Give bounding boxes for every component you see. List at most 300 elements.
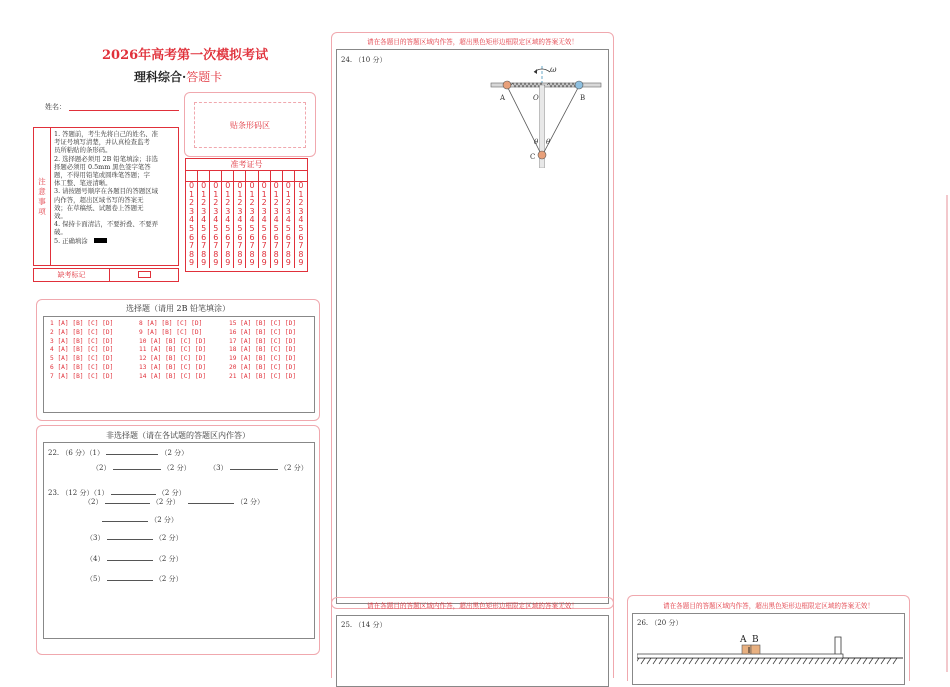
name-field[interactable] [69, 110, 179, 111]
label-block-a: A [740, 635, 747, 645]
exam-id-digit-grid [186, 182, 307, 268]
exam-id-digit-bubble[interactable]: 4 [237, 215, 243, 225]
exam-id-digit-bubble[interactable]: 1 [285, 189, 291, 199]
exam-id-digit-column [198, 182, 210, 268]
note-line: 员所粘贴的条形码。 [54, 146, 112, 155]
exam-id-digit-bubble[interactable]: 0 [249, 181, 255, 190]
q25-answer-frame[interactable] [336, 615, 609, 687]
exam-id-digit-bubble[interactable]: 1 [261, 189, 267, 199]
note-line: 3. 请按题号顺序在各题目的答题区域 [54, 187, 158, 196]
q23-5-label: （5） [86, 575, 105, 583]
q22-line-2 [92, 463, 308, 473]
name-label: 姓名： [45, 103, 66, 111]
mc-item[interactable]: 18 [A] [B] [C] [D] [229, 346, 297, 354]
exam-id-digit-bubble[interactable]: 8 [298, 249, 304, 259]
exam-id-digit-bubble[interactable]: 5 [298, 223, 304, 233]
exam-id-digit-column [295, 182, 307, 268]
mc-item[interactable]: 13 [A] [B] [C] [D] [139, 363, 207, 371]
hatch-mark [743, 658, 747, 664]
exam-id-digit-bubble[interactable]: 2 [189, 198, 195, 208]
subject-name: 理科综合· [134, 70, 187, 84]
exam-id-digit-bubble[interactable]: 2 [298, 198, 304, 208]
exam-id-digit-bubble[interactable]: 8 [189, 249, 195, 259]
exam-id-digit-bubble[interactable]: 0 [285, 181, 291, 190]
exam-id-digit-bubble[interactable]: 4 [298, 215, 304, 225]
theta-left: θ [534, 138, 539, 146]
q23-3-label: （3） [86, 534, 105, 542]
exam-id-digit-bubble[interactable]: 8 [285, 249, 291, 259]
q22-label: 22. （6 分）（1） [48, 449, 104, 457]
exam-id-digit-bubble[interactable]: 5 [285, 223, 291, 233]
exam-id-digit-bubble[interactable]: 6 [213, 232, 219, 242]
exam-id-digit-bubble[interactable]: 9 [273, 258, 279, 268]
q22-3-answer[interactable] [230, 469, 278, 470]
q26-answer-frame[interactable] [632, 613, 905, 685]
exam-id-digit-bubble[interactable]: 3 [225, 206, 231, 216]
exam-id-digit-bubble[interactable]: 5 [213, 223, 219, 233]
hatch-mark [749, 658, 753, 664]
page-edge-marker [946, 195, 948, 672]
mc-item[interactable]: 8 [A] [B] [C] [D] [139, 320, 203, 327]
exam-id-digit-bubble[interactable]: 5 [189, 223, 195, 233]
exam-id-digit-bubble[interactable]: 0 [201, 181, 207, 190]
exam-id-digit-bubble[interactable]: 9 [201, 258, 207, 268]
exam-title: 2026年高考第一次模拟考试 [102, 48, 269, 63]
q23-3-score: （2 分） [154, 534, 183, 542]
note-line-fill-example [54, 237, 178, 245]
mc-item[interactable]: 7 [A] [B] [C] [D] [50, 372, 114, 380]
hatch-mark [887, 658, 891, 664]
hatch-mark [881, 658, 885, 664]
note-line: 效；在草稿纸、试题卷上答题无 [54, 203, 144, 212]
exam-id-digit-bubble[interactable]: 0 [189, 181, 195, 190]
exam-id-digit-bubble[interactable]: 7 [249, 241, 255, 251]
notes-heading-char: 意 [38, 186, 46, 196]
mc-column-2 [139, 320, 206, 382]
right-stop [835, 637, 841, 654]
subject-title [134, 68, 222, 85]
hatch-mark [647, 658, 651, 664]
exam-id-digit-bubble[interactable]: 8 [273, 249, 279, 259]
exam-id-digit-bubble[interactable]: 6 [285, 232, 291, 242]
note-line: 2. 选择题必须用 2B 铅笔填涂；非选 [54, 154, 159, 163]
exam-id-digit-bubble[interactable]: 5 [249, 223, 255, 233]
mc-item[interactable]: 21 [A] [B] [C] [D] [229, 372, 297, 380]
exam-id-digit-bubble[interactable]: 7 [237, 241, 243, 251]
hatch-mark [815, 658, 819, 664]
exam-id-digit-bubble[interactable]: 3 [201, 206, 207, 216]
hatch-mark [875, 658, 879, 664]
notes-heading-char: 事 [38, 196, 46, 206]
q23-4-score: （2 分） [154, 555, 183, 563]
exam-id-digit-column [246, 182, 258, 268]
hatch-mark [803, 658, 807, 664]
absent-label: 缺考标记 [34, 269, 110, 281]
q22-2-answer[interactable] [113, 469, 161, 470]
exam-id-digit-bubble[interactable]: 2 [261, 198, 267, 208]
hatch-mark [773, 658, 777, 664]
q24-label: 24. （10 分） [341, 56, 387, 64]
exam-id-digit-bubble[interactable]: 7 [298, 241, 304, 251]
mc-item[interactable]: 11 [A] [B] [C] [D] [139, 346, 207, 354]
exam-id-digit-bubble[interactable]: 5 [225, 223, 231, 233]
q26-section [627, 595, 910, 681]
mc-item[interactable]: 9 [A] [B] [C] [D] [139, 328, 203, 336]
exam-id-digit-bubble[interactable]: 4 [273, 215, 279, 225]
q23-line-5 [86, 554, 183, 564]
exam-id-digit-bubble[interactable]: 9 [189, 258, 195, 268]
exam-id-digit-bubble[interactable]: 0 [261, 181, 267, 190]
exam-id-digit-bubble[interactable]: 8 [261, 249, 267, 259]
hatch-mark [659, 658, 663, 664]
exam-id-digit-bubble[interactable]: 1 [225, 189, 231, 199]
q22-2-label: （2） [92, 464, 111, 472]
q23-3-answer[interactable] [107, 539, 153, 540]
exam-id-write-cell[interactable] [222, 171, 234, 181]
exam-id-write-cell[interactable] [259, 171, 271, 181]
hatch-mark [731, 658, 735, 664]
exam-id-digit-bubble[interactable]: 6 [298, 232, 304, 242]
exam-id-digit-bubble[interactable]: 1 [201, 189, 207, 199]
exam-id-digit-bubble[interactable]: 2 [201, 198, 207, 208]
q25-section [331, 597, 614, 678]
exam-id-write-cell[interactable] [246, 171, 258, 181]
mc-item[interactable]: 2 [A] [B] [C] [D] [50, 328, 114, 336]
mc-item[interactable]: 14 [A] [B] [C] [D] [139, 372, 207, 380]
exam-id-digit-column [271, 182, 283, 268]
hatch-mark [857, 658, 861, 664]
exam-id-digit-bubble[interactable]: 7 [261, 241, 267, 251]
ground-hatching [637, 658, 897, 664]
q24-diagram [487, 58, 602, 168]
exam-id-digit-bubble[interactable]: 0 [298, 181, 304, 190]
mc-section [36, 299, 320, 421]
hatch-mark [797, 658, 801, 664]
hatch-mark [641, 658, 645, 664]
ball-a [503, 81, 511, 89]
barcode-label: 贴条形码区 [230, 120, 270, 130]
q22-3-score: （2 分） [280, 464, 308, 472]
exam-id-digit-bubble[interactable]: 2 [237, 198, 243, 208]
theta-right: θ [546, 138, 551, 146]
hatch-mark [845, 658, 849, 664]
note-line: 1. 答题前，考生先将自己的姓名、准 [54, 130, 158, 138]
exam-id-write-cell[interactable] [186, 171, 198, 181]
hatch-mark [707, 658, 711, 664]
hatch-mark [851, 658, 855, 664]
exam-id-digit-bubble[interactable]: 9 [285, 258, 291, 268]
mc-item[interactable]: 19 [A] [B] [C] [D] [229, 355, 297, 363]
notes-heading [34, 128, 51, 265]
exam-id-digit-bubble[interactable]: 7 [273, 241, 279, 251]
ball-c [538, 151, 546, 159]
exam-id-digit-bubble[interactable]: 5 [237, 223, 243, 233]
absent-box-cell [110, 269, 178, 281]
q23-4-answer[interactable] [107, 560, 153, 561]
notes-list [54, 130, 178, 245]
exam-id-write-cell[interactable] [210, 171, 222, 181]
exam-id-digit-bubble[interactable]: 3 [249, 206, 255, 216]
exam-id-digit-column [259, 182, 271, 268]
exam-id-digit-bubble[interactable]: 1 [273, 189, 279, 199]
hatch-mark [689, 658, 693, 664]
answer-area-notice-2: 请在各题目的答题区域内作答，超出黑色矩形边框限定区域的答案无效！ [367, 602, 578, 610]
mc-item[interactable]: 16 [A] [B] [C] [D] [229, 328, 297, 336]
mc-title: 选择题（请用 2B 铅笔填涂） [125, 304, 231, 313]
exam-id-digit-bubble[interactable]: 2 [249, 198, 255, 208]
mc-item[interactable]: 10 [A] [B] [C] [D] [139, 337, 207, 345]
exam-id-digit-bubble[interactable]: 9 [225, 258, 231, 268]
board [637, 654, 843, 658]
hatch-mark [725, 658, 729, 664]
exam-id-digit-bubble[interactable]: 5 [273, 223, 279, 233]
hatch-mark [761, 658, 765, 664]
q23-line-3 [102, 515, 178, 525]
exam-id-digit-bubble[interactable]: 1 [237, 189, 243, 199]
exam-id-digit-bubble[interactable]: 7 [225, 241, 231, 251]
hatch-mark [839, 658, 843, 664]
note-line: 4. 保持卡面清洁，不要折叠、不要弄 [54, 220, 158, 229]
q23-line-6 [86, 574, 183, 584]
hatch-mark [683, 658, 687, 664]
q26-label: 26. （20 分） [637, 619, 683, 627]
mc-column-1 [50, 320, 113, 382]
exam-id-digit-bubble[interactable]: 4 [285, 215, 291, 225]
exam-id-digit-bubble[interactable]: 1 [189, 189, 195, 199]
exam-id-write-cell[interactable] [198, 171, 210, 181]
q23-1-answer[interactable] [111, 494, 156, 495]
exam-id-write-cell[interactable] [295, 171, 307, 181]
hatch-mark [665, 658, 669, 664]
exam-id-digit-bubble[interactable]: 6 [189, 232, 195, 242]
note-line: 题，不得用铅笔或圆珠笔答题；字 [54, 171, 150, 180]
q25-label: 25. （14 分） [341, 621, 387, 629]
hatch-mark [695, 658, 699, 664]
mc-item[interactable]: 17 [A] [B] [C] [D] [229, 337, 297, 345]
hatch-mark [677, 658, 681, 664]
mc-item[interactable]: 3 [A] [B] [C] [D] [50, 337, 114, 345]
q22-2-score: （2 分） [162, 464, 191, 472]
barcode-frame [184, 92, 316, 157]
exam-id-digit-bubble[interactable]: 2 [285, 198, 291, 208]
exam-id-digit-bubble[interactable]: 4 [249, 215, 255, 225]
exam-id-digit-bubble[interactable]: 1 [213, 189, 219, 199]
exam-id-label: 准考证号 [186, 159, 307, 171]
q23-1-score: （2 分） [157, 489, 186, 497]
label-o: O [533, 94, 539, 102]
q26-diagram [637, 628, 903, 668]
absent-checkbox[interactable] [138, 271, 151, 278]
exam-id-digit-bubble[interactable]: 4 [261, 215, 267, 225]
note-line: 效。 [54, 212, 67, 221]
exam-id-digit-bubble[interactable]: 2 [225, 198, 231, 208]
non-mc-title: 非选择题（请在各试题的答题区内作答） [106, 431, 250, 440]
q23-5-answer[interactable] [107, 580, 153, 581]
hatch-mark [785, 658, 789, 664]
hatch-mark [827, 658, 831, 664]
q23-line-4 [86, 533, 183, 543]
hatch-mark [713, 658, 717, 664]
exam-id-digit-bubble[interactable]: 9 [237, 258, 243, 268]
q23-4-label: （4） [86, 555, 105, 563]
exam-id-digit-column [186, 182, 198, 268]
exam-id-digit-bubble[interactable]: 4 [213, 215, 219, 225]
q23-label: 23. （12 分）（1） [48, 489, 109, 497]
hatch-mark [893, 658, 897, 664]
q23-2b-answer[interactable] [188, 503, 234, 504]
mc-item[interactable]: 12 [A] [B] [C] [D] [139, 355, 207, 363]
label-block-b: B [752, 635, 759, 645]
q22-1-answer[interactable] [106, 454, 158, 455]
exam-id-digit-bubble[interactable]: 7 [213, 241, 219, 251]
exam-id-digit-bubble[interactable]: 3 [213, 206, 219, 216]
exam-id-digit-bubble[interactable]: 6 [249, 232, 255, 242]
non-mc-answer-frame [43, 442, 315, 639]
exam-id-digit-bubble[interactable]: 3 [189, 206, 195, 216]
hatch-mark [637, 658, 639, 664]
exam-id-digit-bubble[interactable]: 5 [261, 223, 267, 233]
exam-id-digit-bubble[interactable]: 4 [201, 215, 207, 225]
exam-id-digit-bubble[interactable]: 0 [237, 181, 243, 190]
exam-id-digit-bubble[interactable]: 6 [225, 232, 231, 242]
q23-5-score: （2 分） [154, 575, 183, 583]
ball-b [575, 81, 583, 89]
notes-heading-char: 注 [38, 176, 46, 186]
block-b [751, 645, 760, 654]
exam-id-digit-bubble[interactable]: 1 [298, 189, 304, 199]
exam-id-digit-bubble[interactable]: 7 [189, 241, 195, 251]
hatch-mark [821, 658, 825, 664]
exam-id-digit-bubble[interactable]: 6 [201, 232, 207, 242]
q23-line-2 [84, 497, 264, 507]
q23-2a-answer[interactable] [105, 503, 150, 504]
non-mc-section [36, 425, 320, 655]
exam-id-write-cell[interactable] [283, 171, 295, 181]
q23-2a-score: （2 分） [151, 498, 180, 506]
exam-id-digit-bubble[interactable]: 6 [237, 232, 243, 242]
barcode-area [194, 102, 306, 148]
exam-id-digit-bubble[interactable]: 3 [237, 206, 243, 216]
exam-id-write-cell[interactable] [234, 171, 246, 181]
exam-id-digit-bubble[interactable]: 8 [213, 249, 219, 259]
note-line: 内作答，超出区域书写的答案无 [54, 195, 144, 204]
q22-line-1 [48, 448, 188, 458]
exam-id-digit-bubble[interactable]: 0 [225, 181, 231, 190]
hatch-mark [719, 658, 723, 664]
answer-card-label: 答题卡 [186, 70, 223, 84]
note-line: 择题必须用 0.5mm 黑色签字笔答 [54, 162, 151, 171]
omega-label: ω [550, 65, 557, 74]
hatch-mark [767, 658, 771, 664]
exam-id-digit-bubble[interactable]: 8 [201, 249, 207, 259]
hatch-mark [863, 658, 867, 664]
label-c: C [530, 153, 536, 161]
block-a [742, 645, 751, 654]
exam-id-digit-bubble[interactable]: 1 [249, 189, 255, 199]
exam-id-digit-bubble[interactable]: 5 [201, 223, 207, 233]
filled-mark-example [94, 238, 107, 243]
q23-2b-score: （2 分） [236, 498, 265, 506]
label-a: A [500, 94, 506, 102]
label-b: B [580, 94, 586, 102]
exam-id-digit-bubble[interactable]: 0 [273, 181, 279, 190]
exam-id-digit-column [234, 182, 246, 268]
mc-item[interactable]: 20 [A] [B] [C] [D] [229, 363, 297, 371]
exam-id-digit-bubble[interactable]: 0 [213, 181, 219, 190]
hatch-mark [779, 658, 783, 664]
exam-id-digit-bubble[interactable]: 8 [249, 249, 255, 259]
hatch-mark [869, 658, 873, 664]
exam-id-digit-bubble[interactable]: 7 [201, 241, 207, 251]
notes-heading-char: 项 [38, 206, 46, 216]
exam-id-digit-bubble[interactable]: 8 [225, 249, 231, 259]
notes-box [33, 127, 179, 266]
exam-id-digit-column [210, 182, 222, 268]
exam-id-digit-bubble[interactable]: 3 [261, 206, 267, 216]
hatch-mark [833, 658, 837, 664]
exam-id-digit-bubble[interactable]: 3 [273, 206, 279, 216]
exam-id-digit-bubble[interactable]: 3 [285, 206, 291, 216]
exam-id-digit-bubble[interactable]: 9 [249, 258, 255, 268]
hatch-mark [809, 658, 813, 664]
hatch-mark [701, 658, 705, 664]
exam-id-digit-bubble[interactable]: 4 [189, 215, 195, 225]
exam-id-digit-bubble[interactable]: 2 [213, 198, 219, 208]
exam-id-digit-column [222, 182, 234, 268]
mc-item[interactable]: 1 [A] [B] [C] [D] [50, 320, 114, 327]
q24-section [331, 32, 614, 609]
exam-id-digit-bubble[interactable]: 9 [298, 258, 304, 268]
mc-item[interactable]: 4 [A] [B] [C] [D] [50, 346, 114, 354]
note-line: 考证号填写清楚，并认真检查监考 [54, 138, 150, 147]
exam-id-digit-bubble[interactable]: 3 [298, 206, 304, 216]
hatch-mark [653, 658, 657, 664]
exam-id-digit-bubble[interactable]: 8 [237, 249, 243, 259]
exam-id-digit-bubble[interactable]: 4 [225, 215, 231, 225]
note-line: 体工整、笔迹清晰。 [54, 179, 112, 188]
q22-3-label: （3） [209, 464, 228, 472]
answer-area-notice: 请在各题目的答题区域内作答，超出黑色矩形边框限定区域的答案无效！ [367, 38, 578, 46]
answer-area-notice-3: 请在各题目的答题区域内作答，超出黑色矩形边框限定区域的答案无效！ [663, 602, 874, 610]
mc-item[interactable]: 15 [A] [B] [C] [D] [229, 320, 297, 327]
exam-id-digit-bubble[interactable]: 9 [213, 258, 219, 268]
q23-2-label: （2） [84, 498, 103, 506]
hatch-mark [671, 658, 675, 664]
absent-mark-row [33, 268, 179, 282]
mc-item[interactable]: 5 [A] [B] [C] [D] [50, 355, 114, 363]
q23-2c-answer[interactable] [102, 521, 148, 522]
q22-1-score: （2 分） [160, 449, 189, 457]
mc-answer-frame [43, 316, 315, 413]
exam-id-write-cell[interactable] [271, 171, 283, 181]
exam-id-digit-bubble[interactable]: 7 [285, 241, 291, 251]
exam-id-digit-bubble[interactable]: 6 [273, 232, 279, 242]
exam-id-digit-column [283, 182, 295, 268]
note-line: 破。 [54, 228, 67, 237]
exam-id-box [185, 158, 308, 272]
exam-id-digit-bubble[interactable]: 9 [261, 258, 267, 268]
mc-column-3 [229, 320, 296, 382]
exam-id-digit-bubble[interactable]: 2 [273, 198, 279, 208]
hatch-mark [791, 658, 795, 664]
hatch-mark [737, 658, 741, 664]
note-line: 5. 正确填涂 [54, 236, 88, 245]
q23-2c-score: （2 分） [150, 516, 178, 524]
q24-answer-frame[interactable] [336, 49, 609, 604]
hatch-mark [755, 658, 759, 664]
mc-item[interactable]: 6 [A] [B] [C] [D] [50, 363, 114, 371]
exam-id-digit-bubble[interactable]: 6 [261, 232, 267, 242]
